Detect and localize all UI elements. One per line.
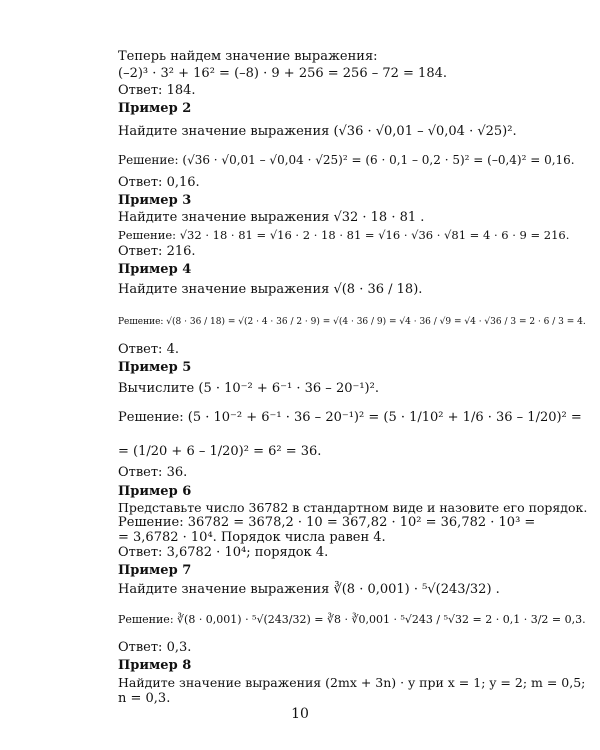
task-line: Представьте число 36782 в стандартном виде и назовите его порядок. [118,500,588,515]
solution-line: Решение: √32 · 18 · 81 = √16 · 2 · 18 · 81 = √16 · √36 · √81 = 4 · 6 · 9 = 216. [118,228,570,242]
task-line: Найдите значение выражения √32 · 18 · 81 . [118,210,425,225]
example-heading: Пример 3 [118,193,192,208]
example-heading: Пример 2 [118,101,192,116]
answer-line: Ответ: 4. [118,342,179,357]
answer-line: Ответ: 3,6782 · 10⁴; порядок 4. [118,545,329,560]
example-heading: Пример 8 [118,658,192,673]
solution-line: = (1/20 + 6 – 1/20)² = 6² = 36. [118,444,322,459]
task-line: n = 0,3. [118,691,171,706]
example-heading: Пример 4 [118,262,192,277]
solution-line: Решение: 36782 = 3678,2 · 10 = 367,82 · 10² = 36,782 · 10³ = [118,515,536,530]
answer-line: Ответ: 216. [118,244,196,259]
page-number: 10 [291,706,309,722]
answer-line: Ответ: 0,3. [118,640,192,655]
example-heading: Пример 6 [118,484,192,499]
solution-line: Решение: (√36 · √0,01 – √0,04 · √25)² = (6 · 0,1 – 0,2 · 5)² = (–0,4)² = 0,16. [118,153,575,167]
answer-line: Ответ: 184. [118,83,196,98]
solution-line: Решение: (5 · 10⁻² + 6⁻¹ · 36 – 20⁻¹)² = (5 · 1/10² + 1/6 · 36 – 1/20)² = [118,410,582,425]
solution-line: Решение: √(8 · 36 / 18) = √(2 · 4 · 36 / 2 · 9) = √(4 · 36 / 9) = √4 · 36 / √9 = √4 · √36 / 3 = 2 · 6 / 3 = 4. [118,317,586,327]
solution-line: = 3,6782 · 10⁴. Порядок числа равен 4. [118,530,386,545]
task-line: Вычислите (5 · 10⁻² + 6⁻¹ · 36 – 20⁻¹)². [118,381,379,396]
answer-line: Ответ: 36. [118,465,188,480]
task-line: Найдите значение выражения (2mx + 3n) · y при x = 1; y = 2; m = 0,5; [118,675,586,690]
task-line: Найдите значение выражения (√36 · √0,01 – √0,04 · √25)². [118,124,517,139]
example-heading: Пример 7 [118,563,192,578]
task-line: Найдите значение выражения √(8 · 36 / 18). [118,282,423,297]
task-line: Найдите значение выражения ∛(8 · 0,001) · ⁵√(243/32) . [118,582,500,597]
solution-line: Решение: ∛(8 · 0,001) · ⁵√(243/32) = ∛8 · ∛0,001 · ⁵√243 / ⁵√32 = 2 · 0,1 · 3/2 = 0,3. [118,613,586,626]
answer-line: Ответ: 0,16. [118,175,200,190]
example-heading: Пример 5 [118,360,192,375]
formula-line: (–2)³ · 3² + 16² = (–8) · 9 + 256 = 256 – 72 = 184. [118,66,448,81]
text-line: Теперь найдем значение выражения: [118,49,378,64]
